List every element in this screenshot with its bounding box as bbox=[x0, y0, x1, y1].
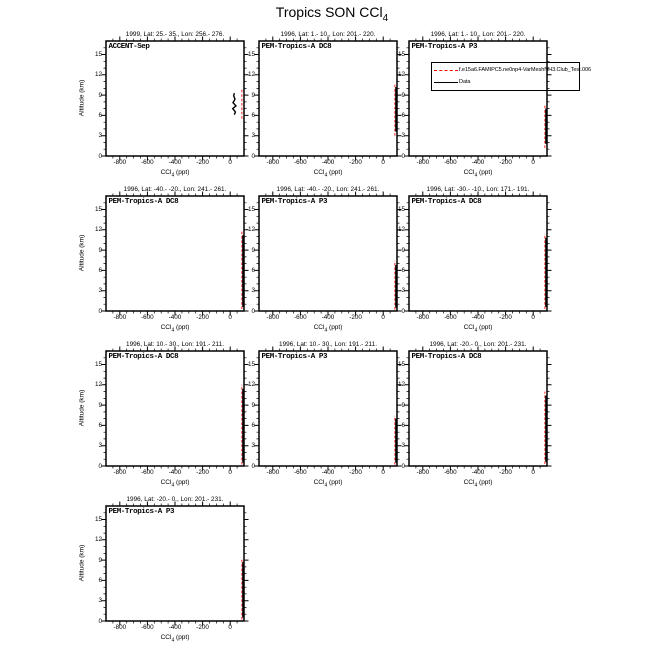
x-axis-title-subscript: 4 bbox=[474, 327, 478, 334]
x-axis-title-subscript: 4 bbox=[171, 172, 175, 179]
x-axis-title-text: CCl bbox=[313, 324, 325, 331]
y-tick-label: 15 bbox=[247, 206, 255, 213]
y-tick-label: 3 bbox=[401, 287, 405, 295]
x-axis-title-text: CCl bbox=[313, 479, 325, 486]
minor-ticks bbox=[104, 194, 247, 314]
x-tick-label: -600 bbox=[141, 469, 154, 476]
y-tick-label: 3 bbox=[98, 287, 102, 295]
x-tick-label: -800 bbox=[266, 469, 280, 476]
x-axis-title bbox=[106, 634, 244, 643]
x-axis-title-subscript: 4 bbox=[171, 327, 175, 334]
x-tick-label: -600 bbox=[444, 159, 457, 166]
x-axis-title bbox=[259, 479, 397, 488]
subplot bbox=[78, 341, 244, 489]
subplot-header: 1996, Lat: -20.- 0., Lon: 201.- 231. bbox=[126, 496, 224, 503]
x-axis-title bbox=[259, 169, 397, 178]
major-ticks bbox=[102, 37, 249, 161]
x-axis-title bbox=[409, 479, 547, 488]
x-axis-title-unit: (ppt) bbox=[477, 479, 493, 486]
x-tick-label: -800 bbox=[416, 469, 430, 476]
subplot-header: 1999, Lat: 25.- 35., Lon: 256.- 276. bbox=[125, 31, 225, 38]
axis-frame bbox=[409, 196, 547, 311]
major-ticks bbox=[405, 347, 552, 471]
x-tick-label: 0 bbox=[531, 314, 535, 321]
y-axis-title: Altitude (km) bbox=[78, 544, 86, 582]
y-tick-label: 9 bbox=[251, 401, 255, 409]
y-tick-label: 12 bbox=[247, 226, 255, 234]
x-tick-label: -400 bbox=[321, 159, 335, 166]
x-tick-label: -800 bbox=[113, 469, 127, 476]
x-tick-label: -800 bbox=[416, 159, 430, 166]
y-tick-label: 15 bbox=[247, 361, 255, 368]
y-tick-label: 0 bbox=[98, 617, 102, 625]
subplot bbox=[78, 186, 244, 334]
x-tick-label: 0 bbox=[531, 469, 535, 476]
axis-frame bbox=[259, 41, 397, 156]
legend-label: f.e15a6.FAMIPC5.ne0np4-VarMeshNH3.Club_Test.006 bbox=[459, 67, 592, 73]
y-tick-label: 0 bbox=[251, 152, 255, 160]
subplot bbox=[247, 186, 397, 334]
major-ticks bbox=[405, 192, 552, 316]
y-tick-label: 15 bbox=[94, 51, 102, 58]
x-axis-title-text: CCl bbox=[160, 479, 172, 486]
axis-frame bbox=[409, 351, 547, 466]
x-axis-title-text: CCl bbox=[463, 169, 475, 176]
x-axis-title-unit: (ppt) bbox=[477, 169, 493, 176]
x-tick-label: -800 bbox=[113, 314, 127, 321]
x-tick-label: -600 bbox=[141, 159, 154, 166]
y-tick-label: 0 bbox=[401, 462, 405, 470]
y-tick-label: 6 bbox=[98, 421, 102, 429]
y-tick-label: 15 bbox=[94, 206, 102, 213]
subplot bbox=[397, 31, 547, 179]
x-axis-title-subscript: 4 bbox=[324, 482, 328, 489]
subplot-header: 1996, Lat: -40.- -20., Lon: 241.- 261. bbox=[123, 186, 227, 193]
x-tick-label: -800 bbox=[113, 624, 127, 631]
x-tick-label: -400 bbox=[471, 469, 485, 476]
x-tick-label: 0 bbox=[381, 159, 385, 166]
x-axis-title-subscript: 4 bbox=[474, 172, 478, 179]
x-tick-label: 0 bbox=[228, 624, 232, 631]
y-tick-label: 6 bbox=[98, 576, 102, 584]
y-tick-label: 6 bbox=[98, 266, 102, 274]
x-tick-label: -200 bbox=[349, 469, 362, 476]
subplot-header: 1996, Lat: -30.- -10., Lon: 171.- 191. bbox=[426, 186, 530, 193]
x-tick-label: 0 bbox=[228, 314, 232, 321]
y-tick-label: 15 bbox=[397, 206, 405, 213]
minor-ticks bbox=[104, 349, 247, 469]
plot-canvas bbox=[399, 186, 559, 326]
major-ticks bbox=[102, 192, 249, 316]
y-tick-label: 0 bbox=[98, 152, 102, 160]
x-tick-label: -400 bbox=[321, 314, 335, 321]
x-tick-label: -600 bbox=[294, 314, 307, 321]
x-tick-label: -600 bbox=[294, 469, 307, 476]
x-tick-label: -200 bbox=[196, 314, 209, 321]
y-tick-label: 12 bbox=[397, 226, 405, 234]
y-tick-label: 15 bbox=[94, 516, 102, 523]
y-tick-label: 3 bbox=[251, 132, 255, 140]
y-tick-label: 6 bbox=[401, 111, 405, 119]
y-tick-label: 6 bbox=[251, 421, 255, 429]
x-tick-label: -400 bbox=[168, 624, 182, 631]
y-tick-label: 9 bbox=[401, 246, 405, 254]
subplot-header: 1996, Lat: -40.- -20., Lon: 241.- 261. bbox=[276, 186, 380, 193]
subplot-label: PEM-Tropics-A P3 bbox=[411, 42, 478, 51]
y-tick-label: 9 bbox=[98, 401, 102, 409]
y-axis-title: Altitude (km) bbox=[78, 389, 86, 427]
y-tick-label: 3 bbox=[401, 442, 405, 450]
x-axis-title-unit: (ppt) bbox=[174, 479, 190, 486]
chart-title-subscript: 4 bbox=[382, 12, 389, 24]
y-axis-title: Altitude (km) bbox=[78, 79, 86, 117]
y-tick-label: 3 bbox=[401, 132, 405, 140]
subplot-header: 1996, Lat: 10.- 30., Lon: 191.- 211. bbox=[126, 341, 224, 348]
y-tick-label: 12 bbox=[247, 381, 255, 389]
subplot bbox=[247, 341, 397, 489]
x-tick-label: -200 bbox=[349, 314, 362, 321]
subplot bbox=[78, 496, 244, 644]
y-tick-label: 3 bbox=[251, 442, 255, 450]
axis-frame bbox=[106, 351, 244, 466]
plot-canvas bbox=[399, 31, 559, 171]
x-axis-title-text: CCl bbox=[463, 479, 475, 486]
axis-frame bbox=[409, 41, 547, 156]
x-axis-title-subscript: 4 bbox=[324, 327, 328, 334]
subplot-label: PEM-Tropics-A DC8 bbox=[108, 352, 179, 361]
y-tick-label: 9 bbox=[251, 91, 255, 99]
y-tick-label: 15 bbox=[94, 361, 102, 368]
x-axis-title bbox=[106, 324, 244, 333]
y-tick-label: 12 bbox=[94, 536, 102, 544]
legend-label: Data bbox=[459, 79, 471, 85]
axis-frame bbox=[259, 196, 397, 311]
y-tick-label: 0 bbox=[401, 152, 405, 160]
minor-ticks bbox=[257, 194, 400, 314]
plot-canvas bbox=[96, 496, 256, 636]
subplot-header: 1996, Lat: 10.- 30., Lon: 191.- 211. bbox=[279, 341, 377, 348]
x-tick-label: -800 bbox=[113, 159, 127, 166]
y-tick-label: 6 bbox=[251, 111, 255, 119]
y-tick-label: 6 bbox=[401, 421, 405, 429]
subplot-label: PEM-Tropics-A DC8 bbox=[411, 197, 482, 206]
major-ticks bbox=[102, 347, 249, 471]
subplot bbox=[247, 31, 397, 179]
x-axis-title bbox=[106, 479, 244, 488]
y-tick-label: 6 bbox=[98, 111, 102, 119]
subplot-label: PEM-Tropics-A DC8 bbox=[108, 197, 179, 206]
y-tick-label: 9 bbox=[98, 556, 102, 564]
y-tick-label: 12 bbox=[94, 71, 102, 79]
y-axis-title: Altitude (km) bbox=[78, 234, 86, 272]
y-tick-label: 3 bbox=[98, 442, 102, 450]
x-tick-label: -800 bbox=[416, 314, 430, 321]
x-tick-label: -400 bbox=[321, 469, 335, 476]
y-tick-label: 3 bbox=[251, 287, 255, 295]
y-tick-label: 9 bbox=[251, 246, 255, 254]
x-axis-title-unit: (ppt) bbox=[327, 169, 343, 176]
subplot bbox=[397, 186, 547, 334]
subplot bbox=[78, 31, 244, 179]
x-tick-label: -600 bbox=[141, 624, 154, 631]
x-tick-label: -600 bbox=[444, 314, 457, 321]
subplot-label: PEM-Tropics-A P3 bbox=[108, 507, 175, 516]
plot-canvas bbox=[399, 341, 559, 481]
subplot-header: 1996, Lat: 1.- 10., Lon: 201.- 220. bbox=[280, 31, 376, 38]
minor-ticks bbox=[104, 39, 247, 159]
y-tick-label: 3 bbox=[98, 597, 102, 605]
major-ticks bbox=[102, 502, 249, 626]
minor-ticks bbox=[104, 504, 247, 624]
x-axis-title-unit: (ppt) bbox=[174, 634, 190, 641]
y-tick-label: 0 bbox=[401, 307, 405, 315]
subplot-label: PEM-Tropics-A P3 bbox=[261, 352, 328, 361]
minor-ticks bbox=[407, 194, 550, 314]
axis-frame bbox=[259, 351, 397, 466]
minor-ticks bbox=[407, 39, 550, 159]
x-tick-label: -800 bbox=[266, 159, 280, 166]
x-tick-label: -800 bbox=[266, 314, 280, 321]
x-axis-title-text: CCl bbox=[463, 324, 475, 331]
x-tick-label: -400 bbox=[168, 314, 182, 321]
y-tick-label: 15 bbox=[247, 51, 255, 58]
x-tick-label: -200 bbox=[499, 469, 512, 476]
y-tick-label: 12 bbox=[94, 226, 102, 234]
y-tick-label: 12 bbox=[247, 71, 255, 79]
subplot-label: PEM-Tropics-A DC8 bbox=[411, 352, 482, 361]
y-tick-label: 9 bbox=[98, 246, 102, 254]
y-tick-label: 6 bbox=[401, 266, 405, 274]
y-tick-label: 0 bbox=[251, 307, 255, 315]
y-tick-label: 3 bbox=[98, 132, 102, 140]
x-axis-title-subscript: 4 bbox=[324, 172, 328, 179]
x-axis-title-unit: (ppt) bbox=[327, 324, 343, 331]
x-axis-title-subscript: 4 bbox=[171, 482, 175, 489]
subplot-label: ACCENT-Sep bbox=[108, 42, 150, 51]
x-axis-title-unit: (ppt) bbox=[327, 479, 343, 486]
x-tick-label: -400 bbox=[471, 159, 485, 166]
y-tick-label: 9 bbox=[98, 91, 102, 99]
y-tick-label: 12 bbox=[94, 381, 102, 389]
y-tick-label: 9 bbox=[401, 91, 405, 99]
x-tick-label: -200 bbox=[499, 314, 512, 321]
x-axis-title bbox=[409, 169, 547, 178]
y-tick-label: 6 bbox=[251, 266, 255, 274]
x-axis-title-text: CCl bbox=[160, 169, 172, 176]
y-tick-label: 0 bbox=[98, 307, 102, 315]
x-tick-label: -200 bbox=[196, 624, 209, 631]
x-tick-label: 0 bbox=[531, 159, 535, 166]
axis-frame bbox=[106, 41, 244, 156]
axis-frame bbox=[106, 506, 244, 621]
x-axis-title bbox=[259, 324, 397, 333]
x-tick-label: -200 bbox=[196, 159, 209, 166]
y-tick-label: 15 bbox=[397, 361, 405, 368]
x-axis-title-unit: (ppt) bbox=[174, 324, 190, 331]
y-tick-label: 0 bbox=[98, 462, 102, 470]
x-tick-label: 0 bbox=[381, 469, 385, 476]
x-tick-label: -600 bbox=[141, 314, 154, 321]
x-axis-title bbox=[409, 324, 547, 333]
y-tick-label: 15 bbox=[397, 51, 405, 58]
x-tick-label: -200 bbox=[349, 159, 362, 166]
x-axis-title-text: CCl bbox=[160, 324, 172, 331]
x-tick-label: -400 bbox=[471, 314, 485, 321]
x-axis-title-text: CCl bbox=[313, 169, 325, 176]
subplot bbox=[397, 341, 547, 489]
subplot-header: 1996, Lat: 1.- 10., Lon: 201.- 220. bbox=[430, 31, 526, 38]
subplot-label: PEM-Tropics-A DC8 bbox=[261, 42, 332, 51]
subplot-label: PEM-Tropics-A P3 bbox=[261, 197, 328, 206]
y-tick-label: 12 bbox=[397, 381, 405, 389]
y-tick-label: 0 bbox=[251, 462, 255, 470]
x-tick-label: -600 bbox=[294, 159, 307, 166]
axis-frame bbox=[106, 196, 244, 311]
minor-ticks bbox=[407, 349, 550, 469]
y-tick-label: 9 bbox=[401, 401, 405, 409]
minor-ticks bbox=[257, 349, 400, 469]
x-axis-title bbox=[106, 169, 244, 178]
x-tick-label: -400 bbox=[168, 159, 182, 166]
x-axis-title-subscript: 4 bbox=[474, 482, 478, 489]
minor-ticks bbox=[257, 39, 400, 159]
subplot-header: 1996, Lat: -20.- 0., Lon: 201.- 231. bbox=[429, 341, 527, 348]
chart-title bbox=[8, 4, 648, 24]
x-axis-title-text: CCl bbox=[160, 634, 172, 641]
major-ticks bbox=[405, 37, 552, 161]
x-tick-label: -200 bbox=[196, 469, 209, 476]
x-tick-label: 0 bbox=[381, 314, 385, 321]
x-tick-label: -600 bbox=[444, 469, 457, 476]
x-axis-title-subscript: 4 bbox=[171, 637, 175, 644]
y-tick-label: 12 bbox=[397, 71, 405, 79]
chart-title-text: Tropics SON CCl bbox=[275, 4, 383, 20]
x-tick-label: 0 bbox=[228, 159, 232, 166]
x-tick-label: -400 bbox=[168, 469, 182, 476]
x-tick-label: -200 bbox=[499, 159, 512, 166]
x-axis-title-unit: (ppt) bbox=[477, 324, 493, 331]
x-axis-title-unit: (ppt) bbox=[174, 169, 190, 176]
x-tick-label: 0 bbox=[228, 469, 232, 476]
